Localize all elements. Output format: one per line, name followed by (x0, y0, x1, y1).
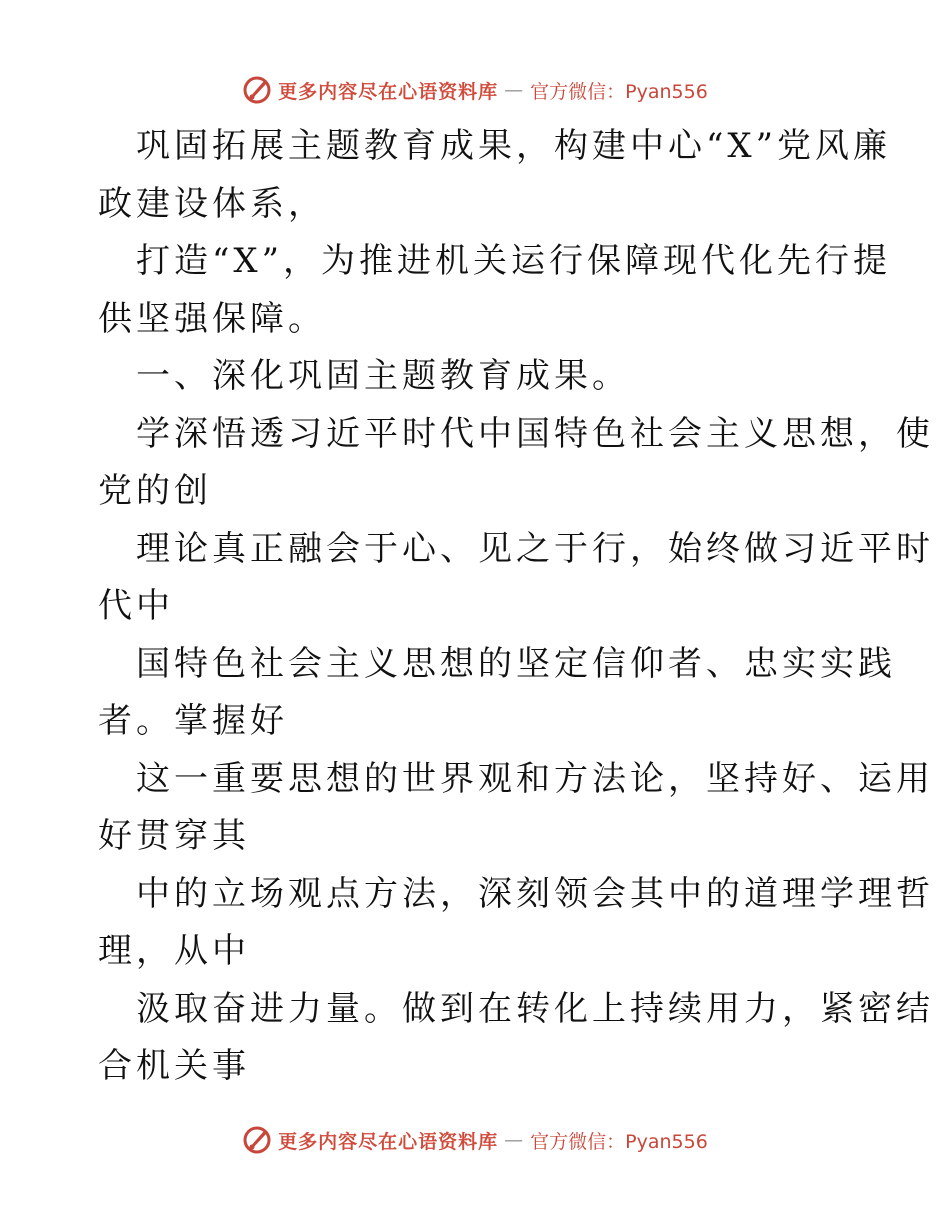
text-line: 政建设体系， (98, 183, 326, 224)
watermark-text: 更多内容尽在心语资料库 (278, 80, 499, 103)
footer-watermark (0, 1120, 950, 1160)
section-heading: 一、深化巩固主题教育成果。 (136, 356, 630, 396)
header-watermark (0, 70, 950, 110)
quill-logo-icon (242, 75, 272, 105)
text-line: 合机关事 (98, 1046, 250, 1086)
text-line: 学深悟透习近平时代中国特色社会主义思想，使 (136, 413, 934, 454)
text-line: 国特色社会主义思想的坚定信仰者、忠实实践 (136, 643, 896, 684)
text-line: 供坚强保障。 (98, 298, 326, 339)
text-line: 者。掌握好 (98, 701, 288, 741)
watermark-wechat: 官方微信：Pyan556 (530, 1130, 708, 1153)
watermark-text: 更多内容尽在心语资料库 (278, 1130, 499, 1153)
text-line: 代中 (98, 586, 174, 626)
text-line: 巩固拓展主题教育成果，构建中心“X”党风廉 (136, 126, 891, 166)
watermark-wechat: 官方微信：Pyan556 (530, 80, 708, 103)
document-body (98, 118, 934, 1096)
text-line: 理论真正融会于心、见之于行，始终做习近平时 (136, 528, 934, 569)
text-line: 汲取奋进力量。做到在转化上持续用力，紧密结 (136, 988, 934, 1029)
text-line: 理，从中 (98, 931, 250, 971)
text-line: 好贯穿其 (98, 816, 250, 856)
text-line: 打造“X”，为推进机关运行保障现代化先行提 (136, 241, 891, 281)
watermark-separator: — (504, 1129, 525, 1151)
quill-logo-icon (242, 1125, 272, 1155)
watermark-separator: — (504, 79, 525, 101)
text-line: 党的创 (98, 471, 212, 511)
text-line: 这一重要思想的世界观和方法论，坚持好、运用 (136, 758, 934, 799)
text-line: 中的立场观点方法，深刻领会其中的道理学理哲 (136, 873, 934, 914)
